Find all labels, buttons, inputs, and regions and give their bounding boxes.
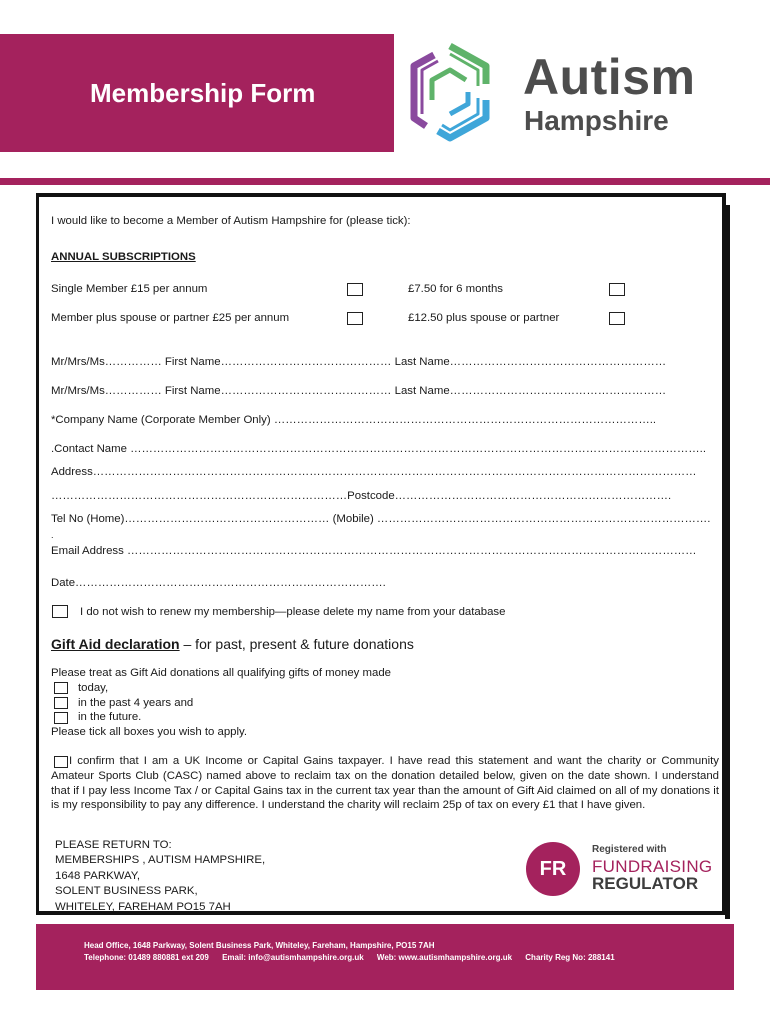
return-address-line: PLEASE RETURN TO:	[55, 839, 172, 851]
footer-head-office: Head Office, 1648 Parkway, Solent Business Park, Whiteley, Fareham, Hampshire, PO15 7AH	[84, 941, 435, 950]
single-member-checkbox[interactable]	[347, 283, 363, 296]
page-title: Membership Form	[90, 78, 316, 108]
return-address	[55, 838, 265, 915]
no-renew-checkbox[interactable]	[52, 605, 68, 618]
footer-contact-line	[84, 953, 626, 962]
subscriptions-heading: ANNUAL SUBSCRIPTIONS	[51, 251, 196, 263]
logo-wordmark-hampshire: Hampshire	[524, 105, 669, 136]
email-field[interactable]: Email Address ……………………………………………………………………………………………………………………………………	[51, 545, 697, 557]
gift-aid-title: Gift Aid declaration	[51, 636, 180, 652]
spouse-member-checkbox[interactable]	[347, 312, 363, 325]
single-6m-checkbox[interactable]	[609, 283, 625, 296]
footer-web: Web: www.autismhampshire.org.uk	[376, 953, 513, 962]
return-address-line: SOLENT BUSINESS PARK,	[55, 885, 198, 898]
single-member-label: Single Member £15 per annum	[51, 283, 208, 295]
gift-aid-past-label: in the past 4 years and	[78, 697, 194, 709]
gift-aid-future-label: in the future.	[78, 711, 142, 723]
footer-band	[36, 924, 734, 990]
postcode-field[interactable]: ……………………………………………………………………Postcode……………………………………………………………….	[51, 490, 672, 502]
logo-wordmark-autism: Autism	[523, 49, 696, 105]
gift-aid-treat-text: Please treat as Gift Aid donations all qualifying gifts of money made	[51, 667, 392, 679]
footer-charity-reg: Charity Reg No: 288141	[525, 953, 615, 962]
spouse-6m-label: £12.50 plus spouse or partner	[408, 312, 560, 324]
fr-badge-icon: FR	[526, 842, 580, 896]
fr-regulator-text: REGULATOR	[592, 874, 699, 893]
autism-hampshire-logo-icon	[398, 40, 502, 144]
company-name-field[interactable]: *Company Name (Corporate Member Only) ………………………………………………………………………………………..	[51, 414, 657, 426]
gift-aid-today-label: today,	[78, 682, 109, 694]
taxpayer-declaration-text: I confirm that I am a UK Income or Capital Gains taxpayer. I have read this statement and want the charity or Community Amateur Sports Club (CASC) named above to reclaim tax on the donation detailed below, given on the date shown. I understand that if I pay less Income Tax / or Capital Gains tax in the current tax year than the amount of Gift Aid claimed on all of my donations it is my responsibility to pay any difference. I understand the charity will reclaim 25p of tax on every £1 that I have given.	[51, 755, 719, 812]
gift-aid-past-checkbox[interactable]	[54, 697, 68, 709]
spouse-6m-checkbox[interactable]	[609, 312, 625, 325]
return-address-line: 1648 PARKWAY,	[55, 869, 141, 882]
gift-aid-future-checkbox[interactable]	[54, 712, 68, 724]
gift-aid-subtitle: – for past, present & future donations	[179, 636, 414, 652]
single-6m-label: £7.50 for 6 months	[408, 283, 503, 295]
name-field-1[interactable]: Mr/Mrs/Ms…………… First Name……………………………………… Last Name…………………………………………………	[51, 356, 667, 368]
telephone-field[interactable]: Tel No (Home)……………………………………………… (Mobile) …………………………………………………………………………….	[51, 513, 711, 525]
return-address-line: WHITELEY, FAREHAM PO15 7AH	[55, 900, 231, 913]
gift-aid-today-checkbox[interactable]	[54, 682, 68, 694]
spouse-member-label: Member plus spouse or partner £25 per annum	[51, 312, 290, 324]
contact-name-field[interactable]: .Contact Name ……………………………………………………………………………………………………………………………………..	[51, 443, 706, 455]
address-field[interactable]: Address……………………………………………………………………………………………………………………………………………	[51, 466, 697, 478]
stray-dot: .	[51, 530, 54, 540]
name-field-2[interactable]: Mr/Mrs/Ms…………… First Name……………………………………… Last Name…………………………………………………	[51, 385, 667, 397]
footer-telephone: Telephone: 01489 880881 ext 209	[84, 953, 209, 962]
header-divider	[0, 178, 770, 185]
no-renew-label: I do not wish to renew my membership—please delete my name from your database	[80, 606, 506, 618]
fundraising-regulator-logo	[526, 840, 716, 898]
return-address-line: MEMBERSHIPS , AUTISM HAMPSHIRE,	[55, 854, 266, 867]
taxpayer-declaration	[51, 754, 719, 813]
gift-aid-tick-all-text: Please tick all boxes you wish to apply.	[51, 726, 248, 738]
footer-email: Email: info@autismhampshire.org.uk	[222, 953, 364, 962]
intro-text: I would like to become a Member of Autism Hampshire for (please tick):	[51, 215, 411, 227]
gift-aid-heading	[51, 636, 414, 652]
date-field[interactable]: Date……………………………………………………………………….	[51, 577, 386, 589]
fr-fundraising-text: FUNDRAISING	[592, 857, 713, 876]
fr-registered-text: Registered with	[592, 844, 667, 855]
